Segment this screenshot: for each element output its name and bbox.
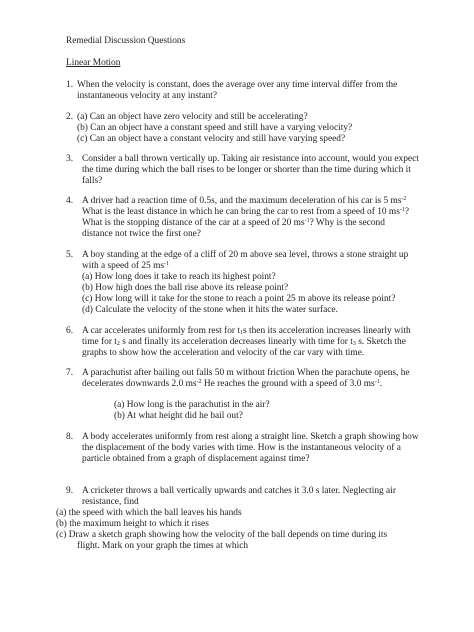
question-text: A boy standing at the edge of a cliff of 20 m above sea level, throws a stone straight up [82, 250, 409, 260]
question-number: 7. [66, 368, 74, 378]
question-9-parts [56, 508, 406, 552]
question-part: (d) Calculate the velocity of the stone when it hits the water surface. [82, 305, 338, 315]
question-text: graphs to show how the acceleration and velocity of the car vary with time. [82, 348, 365, 358]
question-part: flight. Mark on your graph the times at which [77, 541, 249, 551]
question-part: (c) How long will it take for the stone to reach a point 25 m above its release point? [82, 294, 396, 304]
question-part: (b) the maximum height to which it rises [56, 519, 209, 529]
question-text: A parachutist after bailing out falls 50 m without friction When the parachute opens, he [82, 368, 410, 378]
question-number: 5. [66, 250, 74, 260]
question-text: decelerates downwards 2.0 $ms^{-2}$ He reaches the ground with a speed of 3.0 $ms^{-1}$. [82, 379, 383, 389]
question-text: time for $t_2$ s and finally its acceleration decreases linearly with time for $t_3$ s. Sketch the [82, 337, 406, 347]
question-part: (b) How high does the ball rise above its release point? [82, 283, 289, 293]
question-text: A body accelerates uniformly from rest along a straight line. Sketch a graph showing how [82, 432, 419, 442]
question-number: 6. [66, 326, 74, 336]
question-text: instantaneous velocity at any instant? [77, 91, 218, 101]
question-text: with a speed of 25 $ms^{-1}$ [82, 261, 170, 271]
question-part: (b) Can an object have a constant speed and still have a varying velocity? [77, 123, 353, 133]
question-text: When the velocity is constant, does the average over any time interval differ from the [77, 80, 398, 90]
document-title: Remedial Discussion Questions [66, 36, 186, 46]
question-number: 2. [66, 112, 74, 122]
question-part: (c) Draw a sketch graph showing how the velocity of the ball depends on time during its [56, 530, 388, 540]
question-text: What is the stopping distance of the car at a speed of 20 $ms^{-1}$? Why is the second [82, 218, 385, 228]
question-text: What is the least distance in which he can bring the car to rest from a speed of 10 $ms^{-1}$? [82, 207, 410, 217]
question-text: resistance, find [82, 497, 139, 507]
question-part: (a) the speed with which the ball leaves his hands [56, 508, 242, 518]
question-part: (a) Can an object have zero velocity and still be accelerating? [77, 112, 308, 122]
question-number: 3. [66, 154, 74, 164]
question-number: 1. [66, 80, 74, 90]
section-heading: Linear Motion [66, 58, 121, 68]
question-text: particle obtained from a graph of displacement against time? [82, 454, 310, 464]
question-text: A driver had a reaction time of 0.5s, and the maximum deceleration of his car is 5 $ms^{-2}$ [82, 196, 407, 206]
question-part: (c) Can an object have a constant velocity and still have varying speed? [77, 134, 346, 144]
question-text: distance not twice the first one? [82, 229, 201, 239]
question-number: 9. [66, 486, 74, 496]
question-part: (a) How long does it take to reach its highest point? [82, 272, 276, 282]
question-text: the time during which the ball rises to be longer or shorter than the time during which it [82, 165, 411, 175]
question-text: A car accelerates uniformly from rest for $t_1s$ then its acceleration increases linearly with [82, 326, 411, 336]
question-part: (b) At what height did he bail out? [114, 411, 243, 421]
question-text: the displacement of the body varies with time. How is the instantaneous velocity of a [82, 443, 401, 453]
question-text: falls? [82, 176, 103, 186]
question-text: Consider a ball thrown vertically up. Taking air resistance into account, would you expect [82, 154, 419, 164]
question-text: A cricketer throws a ball vertically upwards and catches it 3.0 s later. Neglecting air [82, 486, 396, 496]
question-number: 4. [66, 196, 74, 206]
question-7-parts [114, 400, 464, 422]
question-part: (a) How long is the parachutist in the air? [114, 400, 270, 410]
question-number: 8. [66, 432, 74, 442]
